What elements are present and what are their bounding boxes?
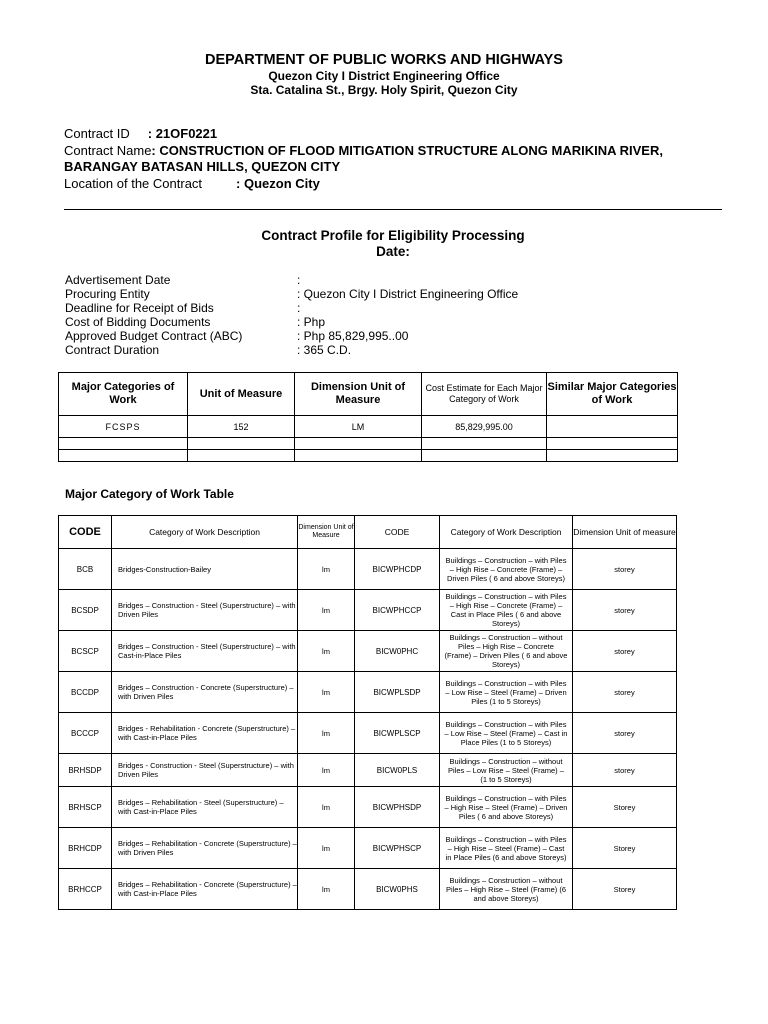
table-row-empty (59, 450, 678, 462)
field-label: Procuring Entity (65, 287, 150, 301)
table-cell: BCCDP (59, 672, 112, 713)
table-row (59, 416, 678, 438)
table-cell: BICWPLSDP (355, 672, 440, 713)
table-cell: Buildings – Construction – with Piles – High Rise – Concrete (Frame) – Cast in Place Piles ( 6 and above Storeys) (440, 590, 573, 631)
table-row (59, 713, 677, 754)
category-table-title: Major Category of Work Table (65, 487, 234, 501)
table-cell: storey (573, 754, 677, 787)
table-header-row (59, 373, 678, 416)
table-cell: lm (298, 713, 355, 754)
table-cell: BRHSCP (59, 787, 112, 828)
table-cell: BCB (59, 549, 112, 590)
office-address: Sta. Catalina St., Brgy. Holy Spirit, Quezon City (250, 83, 518, 97)
table-cell: 152 (188, 416, 295, 438)
table-cell: BRHCDP (59, 828, 112, 869)
column-header: Dimension Unit of Measure (295, 373, 422, 416)
field-label: Advertisement Date (65, 273, 171, 287)
contract-id-line (64, 126, 217, 141)
table-cell: Bridges – Construction - Steel (Superstructure) – with Cast-in-Place Piles (112, 631, 298, 672)
table-cell: Bridges - Construction - Steel (Superstructure) – with Driven Piles (112, 754, 298, 787)
column-header: Cost Estimate for Each Major Category of Work (422, 373, 547, 416)
table-row (59, 549, 677, 590)
column-header: CODE (355, 516, 440, 549)
table-cell: BRHSDP (59, 754, 112, 787)
table-cell: storey (573, 713, 677, 754)
table-cell: BICWPHCDP (355, 549, 440, 590)
contract-id-value: : 21OF0221 (147, 126, 218, 141)
table-cell: Buildings – Construction – with Piles – High Rise – Steel (Frame) – Cast in Place Piles (6 and above Storeys) (440, 828, 573, 869)
major-categories-table (58, 372, 678, 462)
table-cell: Bridges – Rehabilitation - Concrete (Superstructure) – with Cast-in-Place Piles (112, 869, 298, 910)
field-value: : (297, 273, 301, 287)
table-cell: BICWPHCCP (355, 590, 440, 631)
column-header: Dimension Unit of measure (573, 516, 677, 549)
table-cell (547, 416, 678, 438)
table-cell: BICW0PLS (355, 754, 440, 787)
contract-name-value: : CONSTRUCTION OF FLOOD MITIGATION STRUCTURE ALONG MARIKINA RIVER, BARANGAY BATASAN HILLS, QUEZON CITY (64, 143, 663, 174)
column-header: Similar Major Categories of Work (547, 373, 678, 416)
table-cell: Bridges – Rehabilitation - Steel (Superstructure) – with Cast-in-Place Piles (112, 787, 298, 828)
table-cell: Bridges - Rehabilitation - Concrete (Superstructure) – with Cast-in-Place Piles (112, 713, 298, 754)
table-row (59, 869, 677, 910)
table-cell: Bridges – Construction - Steel (Superstructure) – with Driven Piles (112, 590, 298, 631)
field-label: Contract Duration (65, 343, 160, 357)
table-cell: storey (573, 549, 677, 590)
column-header: Category of Work Description (112, 516, 298, 549)
table-cell: lm (298, 672, 355, 713)
table-cell: lm (298, 787, 355, 828)
table-cell: BICW0PHS (355, 869, 440, 910)
table-cell: lm (298, 549, 355, 590)
column-header: Dimension Unit of Measure (298, 516, 355, 549)
office-name: Quezon City I District Engineering Office (268, 69, 500, 83)
field-value: : Php 85,829,995..00 (297, 329, 409, 343)
profile-date-label: Date: (376, 244, 410, 259)
table-cell: storey (573, 590, 677, 631)
contract-name-line (64, 143, 714, 175)
field-label: Deadline for Receipt of Bids (65, 301, 214, 315)
table-cell: Bridges – Construction - Concrete (Superstructure) – with Driven Piles (112, 672, 298, 713)
table-cell: Buildings – Construction – with Piles – High Rise – Steel (Frame) – Driven Piles ( 6 and above Storeys) (440, 787, 573, 828)
table-cell: lm (298, 869, 355, 910)
table-cell: Storey (573, 828, 677, 869)
table-cell: Buildings – Construction – with Piles – Low Rise – Steel (Frame) – Cast in Place Piles (1 to 5 Storeys) (440, 713, 573, 754)
contract-location-label: Location of the Contract (64, 176, 203, 191)
field-label: Cost of Bidding Documents (65, 315, 211, 329)
table-cell: 85,829,995.00 (422, 416, 547, 438)
table-cell: FCSPS (59, 416, 188, 438)
column-header: Category of Work Description (440, 516, 573, 549)
table-cell: storey (573, 672, 677, 713)
table-cell: Buildings – Construction – with Piles – High Rise – Concrete (Frame) – Driven Piles ( 6 and above Storeys) (440, 549, 573, 590)
column-header: Major Categories of Work (59, 373, 188, 416)
profile-title: Contract Profile for Eligibility Processing (261, 228, 525, 243)
table-cell: lm (298, 631, 355, 672)
table-cell: Buildings – Construction – without Piles – Low Rise – Steel (Frame) – (1 to 5 Storeys) (440, 754, 573, 787)
field-label: Approved Budget Contract (ABC) (65, 329, 243, 343)
table-cell: BICWPHSCP (355, 828, 440, 869)
table-row (59, 828, 677, 869)
table-cell: BCCCP (59, 713, 112, 754)
field-value: : 365 C.D. (297, 343, 352, 357)
contract-id-label: Contract ID (64, 126, 130, 141)
table-cell: storey (573, 631, 677, 672)
table-row (59, 590, 677, 631)
divider (64, 209, 722, 210)
contract-location-line (64, 176, 320, 191)
contract-location-value: : Quezon City (236, 176, 320, 191)
table-cell: Bridges – Rehabilitation - Concrete (Superstructure) – with Driven Piles (112, 828, 298, 869)
table-row (59, 672, 677, 713)
table-cell: Buildings – Construction – without Piles – High Rise – Concrete (Frame) – Driven Piles ( 6 and above Storeys) (440, 631, 573, 672)
field-value: : (297, 301, 301, 315)
table-cell: lm (298, 754, 355, 787)
table-cell: BICWPLSCP (355, 713, 440, 754)
table-cell: Buildings – Construction – with Piles – Low Rise – Steel (Frame) – Driven Piles (1 to 5 Storeys) (440, 672, 573, 713)
table-row (59, 631, 677, 672)
table-row (59, 787, 677, 828)
field-value: : Quezon City I District Engineering Office (297, 287, 519, 301)
table-cell: BCSDP (59, 590, 112, 631)
department-title: DEPARTMENT OF PUBLIC WORKS AND HIGHWAYS (205, 52, 563, 68)
column-header: Unit of Measure (188, 373, 295, 416)
column-header: CODE (59, 516, 112, 549)
table-row (59, 754, 677, 787)
field-value: : Php (297, 315, 326, 329)
table-row-empty (59, 438, 678, 450)
contract-name-label: Contract Name (64, 143, 152, 158)
table-cell: Buildings – Construction – without Piles – High Rise – Steel (Frame) (6 and above Storeys) (440, 869, 573, 910)
table-cell: Storey (573, 869, 677, 910)
table-cell: lm (298, 590, 355, 631)
table-cell: BCSCP (59, 631, 112, 672)
category-table (58, 515, 677, 910)
table-cell: BRHCCP (59, 869, 112, 910)
table-cell: BICW0PHC (355, 631, 440, 672)
table-cell: Bridges-Construction-Bailey (112, 549, 298, 590)
table-header-row (59, 516, 677, 549)
table-cell: BICWPHSDP (355, 787, 440, 828)
table-cell: lm (298, 828, 355, 869)
table-cell: Storey (573, 787, 677, 828)
table-cell: LM (295, 416, 422, 438)
